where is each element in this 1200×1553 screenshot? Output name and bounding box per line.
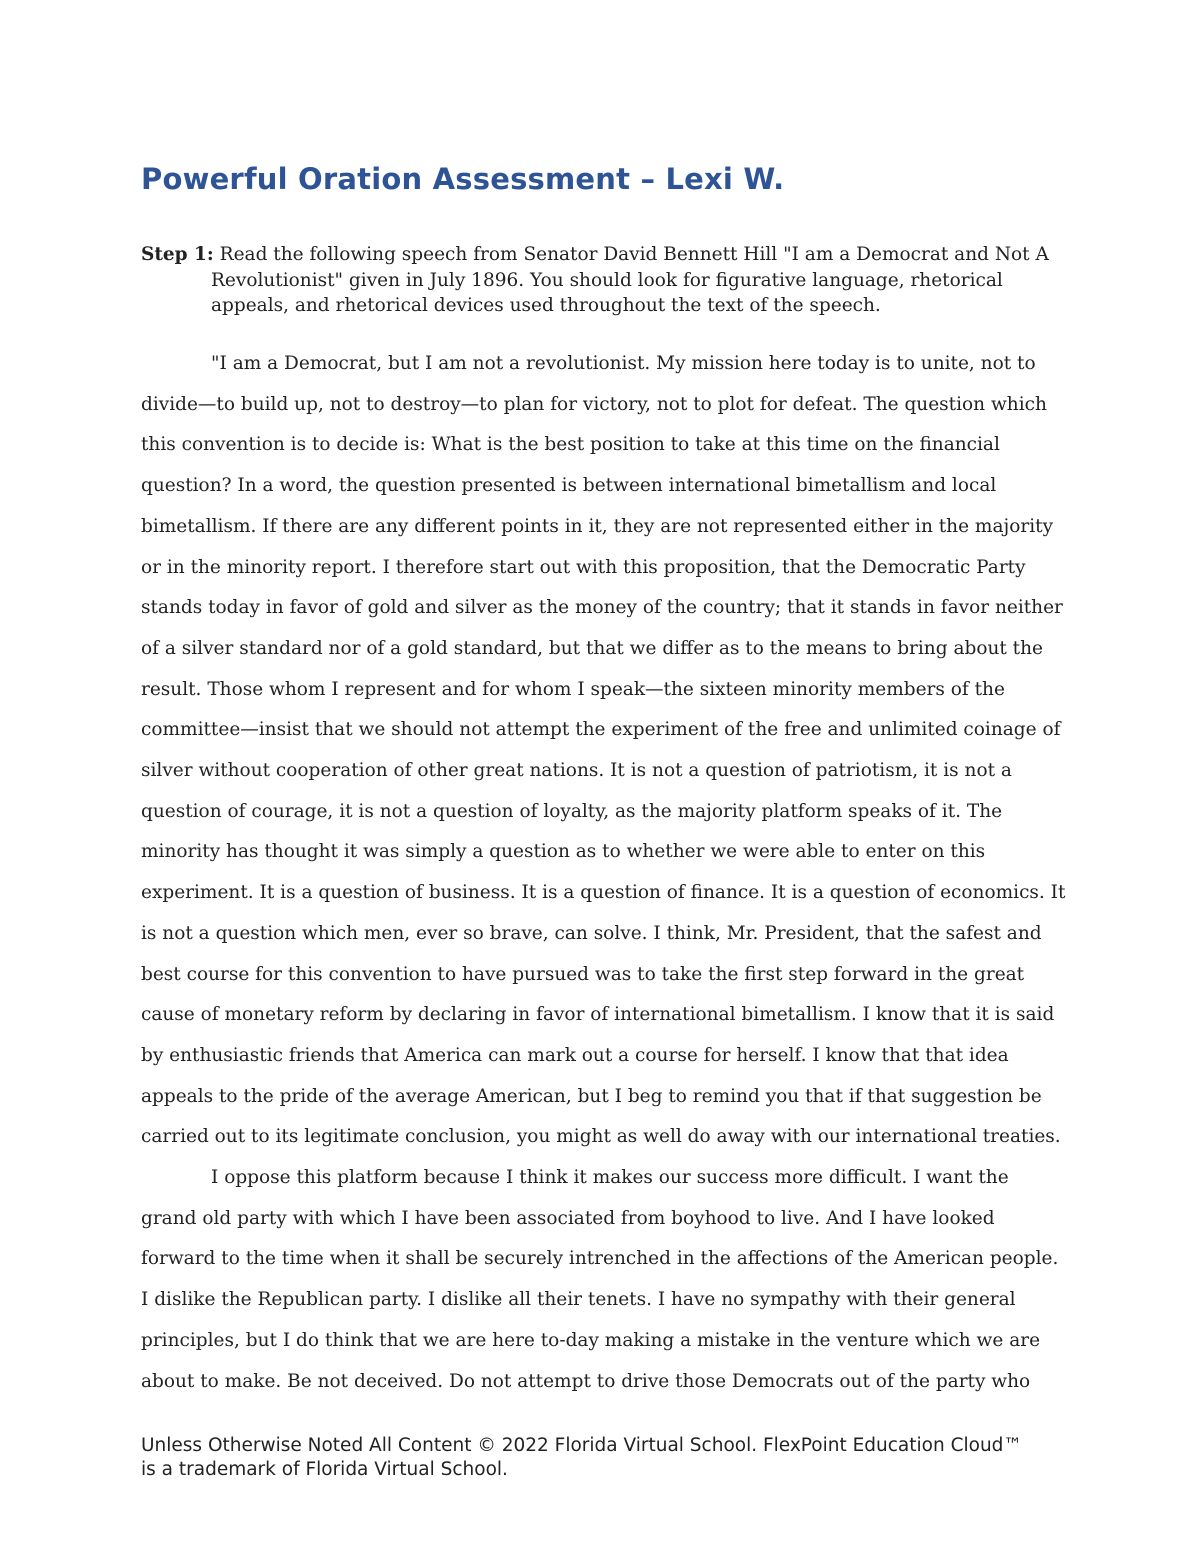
document-title: Powerful Oration Assessment – Lexi W. xyxy=(141,162,785,196)
page-footer: Unless Otherwise Noted All Content © 2022 Florida Virtual School. FlexPoint Education Cloud™ is a trademark of Florida Virtual School. xyxy=(141,1435,1022,1480)
speech-paragraph: "I am a Democrat, but I am not a revolutionist. My mission here today is to unite, not to divide—to build up, not to destroy—to plan for victory, not to plot for defeat. The question which this convention is to decide is: What is the best position to take at this time on the financial question? In a word, the question presented is between international bimetallism and local bimetallism. If there are any different points in it, they are not represented either in the majority or in the minority report. I therefore start out with this proposition, that the Democratic Party stands today in favor of gold and silver as the money of the country; that it stands in favor neither of a silver standard nor of a gold standard, but that we differ as to the means to bring about the result. Those whom I represent and for whom I speak—the sixteen minority members of the committee—insist that we should not attempt the experiment of the free and unlimited coinage of silver without cooperation of other great nations. It is not a question of patriotism, it is not a question of courage, it is not a question of loyalty, as the majority platform speaks of it. The minority has thought it was simply a question as to whether we were able to enter on this experiment. It is a question of business. It is a question of finance. It is a question of economics. It is not a question which men, ever so brave, can solve. I think, Mr. President, that the safest and best course for this convention to have pursued was to take the first step forward in the great cause of monetary reform by declaring in favor of international bimetallism. I know that it is said by enthusiastic friends that America can mark out a course for herself. I know that that idea appeals to the pride of the average American, but I beg to remind you that if that suggestion be carried out to its legitimate conclusion, you might as well do away with our international treaties. xyxy=(141,353,1066,1148)
step-instruction xyxy=(141,242,1066,319)
speech-body xyxy=(141,344,1066,1402)
step-text: Read the following speech from Senator David Bennett Hill "I am a Democrat and Not A Revolutionist" given in July 1896. You should look for figurative language, rhetorical appeals, and rhetorical devices used throughout the text of the speech. xyxy=(211,244,1049,316)
step-label: Step 1: xyxy=(141,244,214,265)
speech-paragraph: I oppose this platform because I think it makes our success more difficult. I want the grand old party with which I have been associated from boyhood to live. And I have looked forward to the time when it shall be securely intrenched in the affections of the American people. I dislike the Republican party. I dislike all their tenets. I have no sympathy with their general principles, but I do think that we are here to-day making a mistake in the venture which we are about to make. Be not deceived. Do not attempt to drive those Democrats out of the party who xyxy=(141,1167,1059,1392)
